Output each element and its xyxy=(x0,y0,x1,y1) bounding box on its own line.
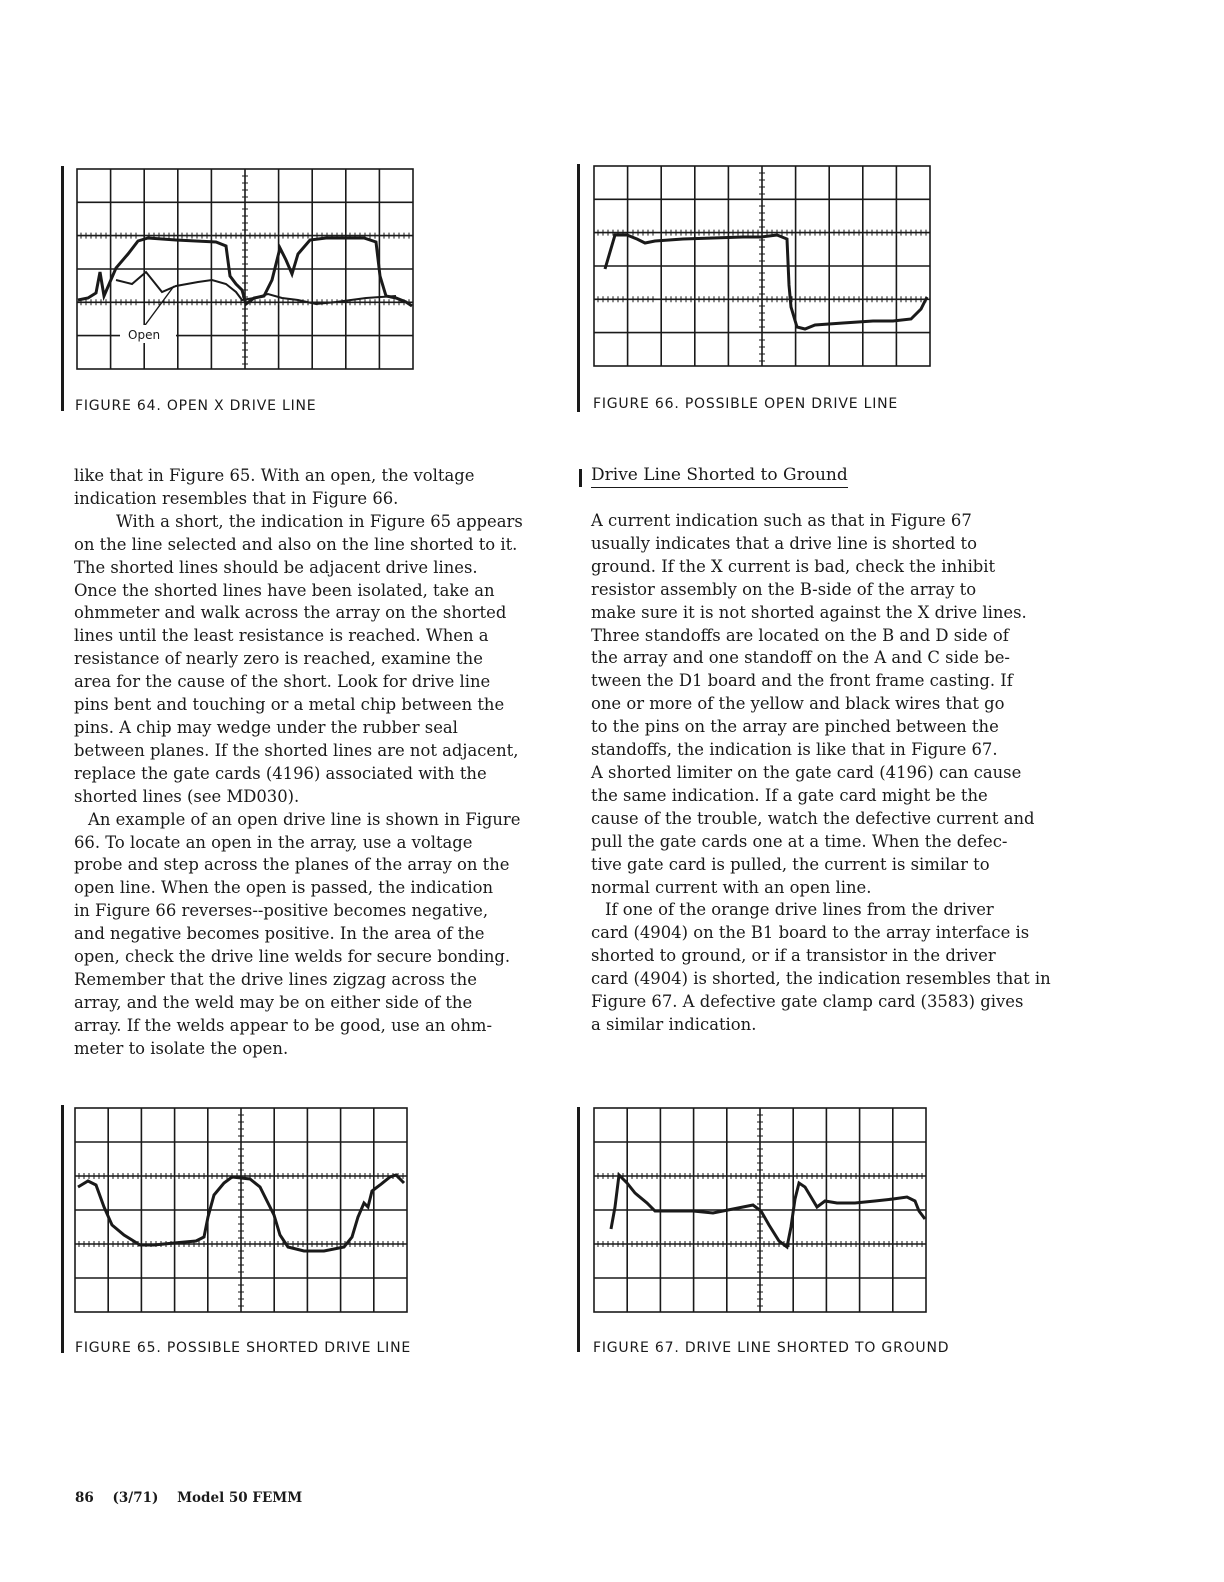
page-number: 86 xyxy=(75,1490,94,1506)
revision-bar xyxy=(579,469,582,487)
text-line: Figure 67. A defective gate clamp card (3583) gives xyxy=(591,992,1024,1012)
text-line: shorted to ground, or if a transistor in the driver xyxy=(591,946,996,966)
figure-64-oscilloscope xyxy=(76,168,416,372)
text-line: ohmmeter and walk across the array on the shorted xyxy=(74,603,507,623)
text-line: An example of an open drive line is shown in Figure xyxy=(88,809,521,829)
right-column-text xyxy=(591,510,1051,1037)
text-line: usually indicates that a drive line is shorted to xyxy=(591,533,978,553)
text-line: Three standoffs are located on the B and D side of xyxy=(591,625,1009,645)
revision-bar xyxy=(577,1107,580,1352)
revision-bar xyxy=(61,166,64,411)
text-line: and negative becomes positive. In the area of the xyxy=(74,924,485,944)
text-line: between planes. If the shorted lines are not adjacent, xyxy=(74,740,519,760)
text-line: the array and one standoff on the A and C side be- xyxy=(591,648,1010,668)
text-line: card (4904) is shorted, the indication resembles that in xyxy=(591,969,1051,989)
text-line: make sure it is not shorted against the X drive lines. xyxy=(591,602,1027,622)
figure-66-oscilloscope xyxy=(593,165,933,369)
text-line: indication resembles that in Figure 66. xyxy=(74,488,399,508)
text-line: resistance of nearly zero is reached, examine the xyxy=(74,649,483,669)
revision-bar xyxy=(577,164,580,412)
text-line: shorted lines (see MD030). xyxy=(74,786,300,806)
text-line: a similar indication. xyxy=(591,1014,757,1034)
figure-64-caption: FIGURE 64. OPEN X DRIVE LINE xyxy=(75,398,317,414)
text-line: open line. When the open is passed, the indication xyxy=(74,878,494,898)
text-line: tween the D1 board and the front frame casting. If xyxy=(591,671,1013,691)
figure-66-caption: FIGURE 66. POSSIBLE OPEN DRIVE LINE xyxy=(593,396,899,412)
text-line: replace the gate cards (4196) associated with the xyxy=(74,763,487,783)
text-line: open, check the drive line welds for secure bonding. xyxy=(74,947,511,967)
text-line: Remember that the drive lines zigzag across the xyxy=(74,969,477,989)
section-heading xyxy=(591,465,848,485)
text-line: to the pins on the array are pinched between the xyxy=(591,717,999,737)
text-line: on the line selected and also on the line shorted to it. xyxy=(74,534,518,554)
text-line: standoffs, the indication is like that in Figure 67. xyxy=(591,740,998,760)
text-line: tive gate card is pulled, the current is similar to xyxy=(591,854,990,874)
text-line: A current indication such as that in Figure 67 xyxy=(591,511,972,530)
trace-waveform xyxy=(611,1175,925,1247)
page-footer xyxy=(75,1490,316,1506)
text-line: pins bent and touching or a metal chip between the xyxy=(74,695,505,715)
text-line: lines until the least resistance is reached. When a xyxy=(74,626,489,646)
text-line: 66. To locate an open in the array, use a voltage xyxy=(74,832,473,852)
text-line: With a short, the indication in Figure 65 appears xyxy=(116,511,523,531)
revision-date: (3/71) xyxy=(112,1490,159,1506)
text-line: one or more of the yellow and black wires that go xyxy=(591,694,1005,714)
text-line: card (4904) on the B1 board to the array interface is xyxy=(591,923,1030,943)
text-line: A shorted limiter on the gate card (4196) can cause xyxy=(591,762,1022,782)
section-heading-text: Drive Line Shorted to Ground xyxy=(591,465,848,488)
text-line: array, and the weld may be on either side of the xyxy=(74,992,473,1012)
text-line: meter to isolate the open. xyxy=(74,1038,289,1058)
text-line: ground. If the X current is bad, check the inhibit xyxy=(591,556,996,576)
open-label: Open xyxy=(128,328,161,342)
text-line: area for the cause of the short. Look for drive line xyxy=(74,672,491,692)
text-line: The shorted lines should be adjacent drive lines. xyxy=(74,557,478,577)
text-line: cause of the trouble, watch the defective current and xyxy=(591,808,1035,828)
text-line: pull the gate cards one at a time. When the defec- xyxy=(591,831,1008,851)
text-line: resistor assembly on the B-side of the array to xyxy=(591,579,977,599)
revision-bar xyxy=(61,1105,64,1353)
text-line: the same indication. If a gate card might be the xyxy=(591,785,988,805)
text-line: normal current with an open line. xyxy=(591,877,872,897)
text-line: If one of the orange drive lines from the driver xyxy=(605,900,994,920)
figure-65-oscilloscope xyxy=(74,1107,410,1315)
text-line: like that in Figure 65. With an open, the voltage xyxy=(74,466,475,485)
text-line: Once the shorted lines have been isolated, take an xyxy=(74,580,495,600)
text-line: pins. A chip may wedge under the rubber seal xyxy=(74,717,458,737)
manual-title: Model 50 FEMM xyxy=(177,1490,303,1506)
figure-67-caption: FIGURE 67. DRIVE LINE SHORTED TO GROUND xyxy=(593,1340,950,1356)
text-line: probe and step across the planes of the array on the xyxy=(74,855,510,875)
scope-grid xyxy=(594,166,930,366)
left-column-text xyxy=(74,465,523,1061)
figure-65-caption: FIGURE 65. POSSIBLE SHORTED DRIVE LINE xyxy=(75,1340,412,1356)
trace-waveform xyxy=(605,235,927,329)
text-line: in Figure 66 reverses--positive becomes negative, xyxy=(74,901,489,921)
figure-67-oscilloscope xyxy=(593,1107,929,1315)
text-line: array. If the welds appear to be good, use an ohm- xyxy=(74,1015,493,1035)
scope-grid xyxy=(75,1108,407,1312)
